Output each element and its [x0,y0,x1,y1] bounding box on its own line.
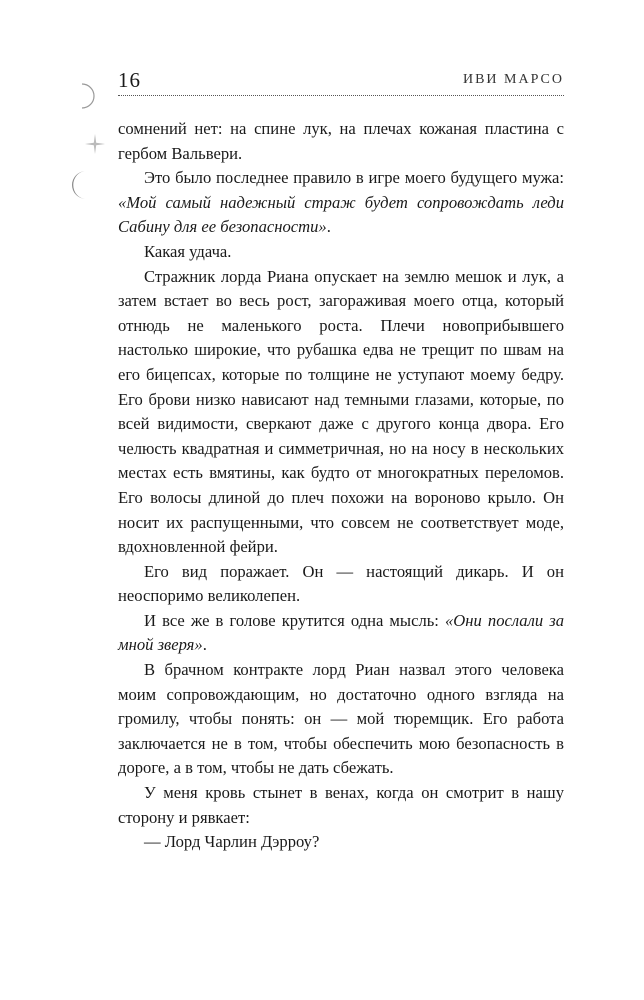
body-text [118,117,564,855]
paragraph: Его вид поражает. Он — настоящий дикарь. И он неоспоримо великолепен. [118,561,564,606]
quote-italic: «Они послали за мной зверя» [118,610,564,655]
paragraph [118,166,564,240]
paragraph [118,609,564,658]
paragraph: У меня кровь стынет в венах, когда он смотрит в нашу сторону и рявкает: [118,783,564,827]
page-number: 16 [118,68,141,92]
paragraph: сомнений нет: на спине лук, на плечах кожаная пластина с гербом Вальвери. [118,119,564,163]
sparkle-star-icon [85,134,105,154]
moon-ornament [62,78,112,218]
paragraph-text: Это было последнее правило в игре моего будущего мужа: [144,168,564,188]
dialogue-line: — Лорд Чарлин Дэрроу? [144,832,320,852]
paragraph-end: . [202,635,207,655]
paragraph: В брачном контракте лорд Риан назвал этого человека моим сопровождающим, но достаточно одного взгляда на громилу, чтобы понять: он — мой тюремщик. Его работа заключается не в том, чтобы обеспечить мою безопасность в дороге, а в том, чтобы не дать сбежать. [118,660,564,778]
crescent-moon-filled-icon [72,171,86,199]
quote-italic: «Мой самый надежный страж будет сопровождать леди Сабину для ее безопасности» [118,192,564,237]
paragraph: Какая удача. [144,241,232,261]
paragraph: Стражник лорда Риана опускает на землю мешок и лук, а затем встает во весь рост, загораживая моего отца, который отнюдь не маленького роста. Плечи новоприбывшего настолько широкие, что рубашка едва не трещит по швам на его бицепсах, которые по толщине не уступают моему бедру. Его брови низко нависают над темными глазами, которые, по всей видимости, сверкают даже с другого конца двора. Его челюсть квадратная и симметричная, но на носу в нескольких местах есть вмятины, как будто от многократных переломов. Его волосы длиной до плеч похожи на вороново крыло. Он носит их распущенными, что совсем не соответствует моде, вдохновленной фейри. [118,266,564,557]
running-head: ИВИ МАРСО [462,72,564,87]
header-rule [118,95,564,96]
crescent-moon-outline-icon [82,84,94,108]
paragraph-text: И все же в голове крутится одна мысль: [144,610,445,630]
paragraph-end: . [326,217,331,237]
